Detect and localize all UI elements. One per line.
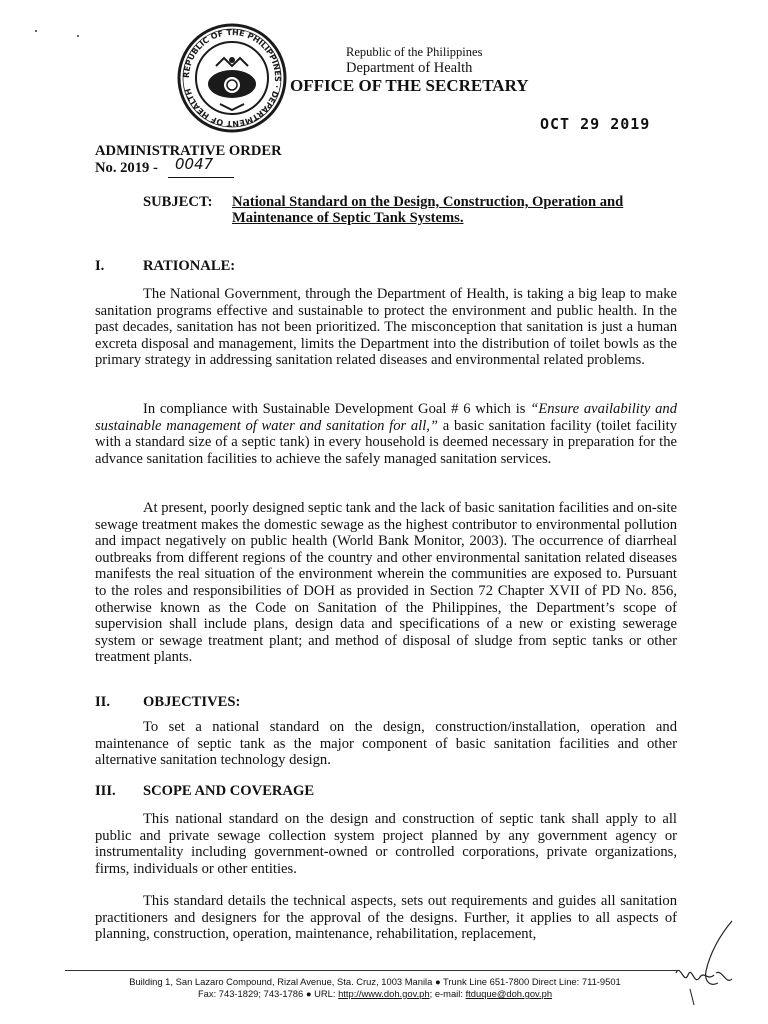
office-title: OFFICE OF THE SECRETARY bbox=[290, 76, 529, 95]
date-stamp: OCT 29 2019 bbox=[540, 115, 651, 133]
rationale-paragraph-3: At present, poorly designed septic tank and the lack of basic sanitation facilities and on-site sewage treatment makes the domestic sewage as the highest contributor to environmental pollution and impact negatively on public health (World Bank Monitor, 2003). The occurrence of diarrheal outbreaks from different regions of the country and other environmental sanitation related diseases manifests the real situation of the environment wherein the communities are exposed to. Pursuant to the roles and responsibilities of DOH as provided in Section 72 Chapter XVII of PD No. 856, otherwise known as the Code on Sanitation of the Philippines, the Department’s scope of supervision shall include plans, design data and specifications of a new or existing sewerage system or sewage treatment plant; and method of disposal of sludge from septic tanks or other treatment plants. bbox=[95, 500, 677, 666]
footer-divider bbox=[65, 970, 680, 971]
section-number: I. bbox=[95, 258, 105, 274]
rationale-paragraph-2: In compliance with Sustainable Development Goal # 6 which is “Ensure availability and sustainable management of water and sanitation for all,” a basic sanitation facility (toilet facility with a standard size of a septic tank) in every household is deemed necessary in preparation for the advance sanitation facilities to achieve the safely managed sanitation services. bbox=[95, 401, 678, 467]
scope-paragraph-1: This national standard on the design and construction of septic tank shall apply to all public and private sewage collection system project planned by any government agency or instrumentality including government-owned or controlled corporations, private organizations, firms, individuals or other entities. bbox=[95, 811, 677, 877]
section-number: II. bbox=[95, 694, 111, 710]
footer-url-link[interactable]: http://www.doh.gov.ph bbox=[338, 988, 430, 999]
section-title-objectives: OBJECTIVES: bbox=[143, 694, 241, 710]
rationale-paragraph-1: The National Government, through the Department of Health, is taking a big leap to make sanitation programs effective and sustainable to protect the environment and public health. In the past decades, sanitation has not been prioritized. The misconception that sanitation is just a human excreta disposal and management, limits the Department into the distribution of toilet bowls as the primary strategy in addressing sanitation related diseases and environmental related problems. bbox=[95, 286, 677, 369]
scan-dot bbox=[35, 30, 37, 32]
footer-contact: Fax: 743-1829; 743-1786 ● URL: http://www.doh.gov.ph; e-mail: ftduque@doh.gov.ph bbox=[197, 988, 553, 999]
scan-dot bbox=[77, 35, 79, 37]
order-title: ADMINISTRATIVE ORDER bbox=[95, 143, 282, 159]
sdg-quote: “Ensure availability and sustainable management of water and sanitation for all,” bbox=[95, 401, 677, 434]
republic-label: Republic of the Philippines bbox=[346, 45, 483, 59]
section-title-scope: SCOPE AND COVERAGE bbox=[143, 783, 315, 799]
subject-line-2: Maintenance of Septic Tank Systems. bbox=[232, 210, 464, 226]
department-label: Department of Health bbox=[346, 60, 473, 76]
order-number-prefix: No. 2019 - bbox=[95, 160, 158, 176]
footer-address: Building 1, San Lazaro Compound, Rizal Avenue, Sta. Cruz, 1003 Manila ● Trunk Line 651-7800 Direct Line: 711-9501 bbox=[129, 976, 621, 987]
handwritten-signature bbox=[670, 915, 750, 1010]
section-title-rationale: RATIONALE: bbox=[143, 258, 236, 274]
footer-email-link[interactable]: ftduque@doh.gov.ph bbox=[465, 988, 553, 999]
doh-seal-logo bbox=[176, 22, 288, 134]
scope-paragraph-2: This standard details the technical aspects, sets out requirements and guides all sanitation practitioners and designers for the approval of the designs. Further, it applies to all aspects of planning, construction, operation, maintenance, rehabilitation, replacement, bbox=[95, 893, 677, 943]
seal-ring-text: REPUBLIC OF THE PHILIPPINES · DEPARTMENT OF HEALTH bbox=[181, 27, 283, 129]
order-number-handwritten: 0047 bbox=[175, 155, 214, 173]
subject-label: SUBJECT: bbox=[143, 194, 213, 210]
order-number-line bbox=[168, 177, 234, 178]
subject-line-1: National Standard on the Design, Construction, Operation and bbox=[232, 194, 624, 210]
objectives-paragraph: To set a national standard on the design, construction/installation, operation and maintenance of septic tank as the major component of basic sanitation facilities and other alternative sanitation technology design. bbox=[95, 719, 677, 769]
section-number: III. bbox=[95, 783, 116, 799]
